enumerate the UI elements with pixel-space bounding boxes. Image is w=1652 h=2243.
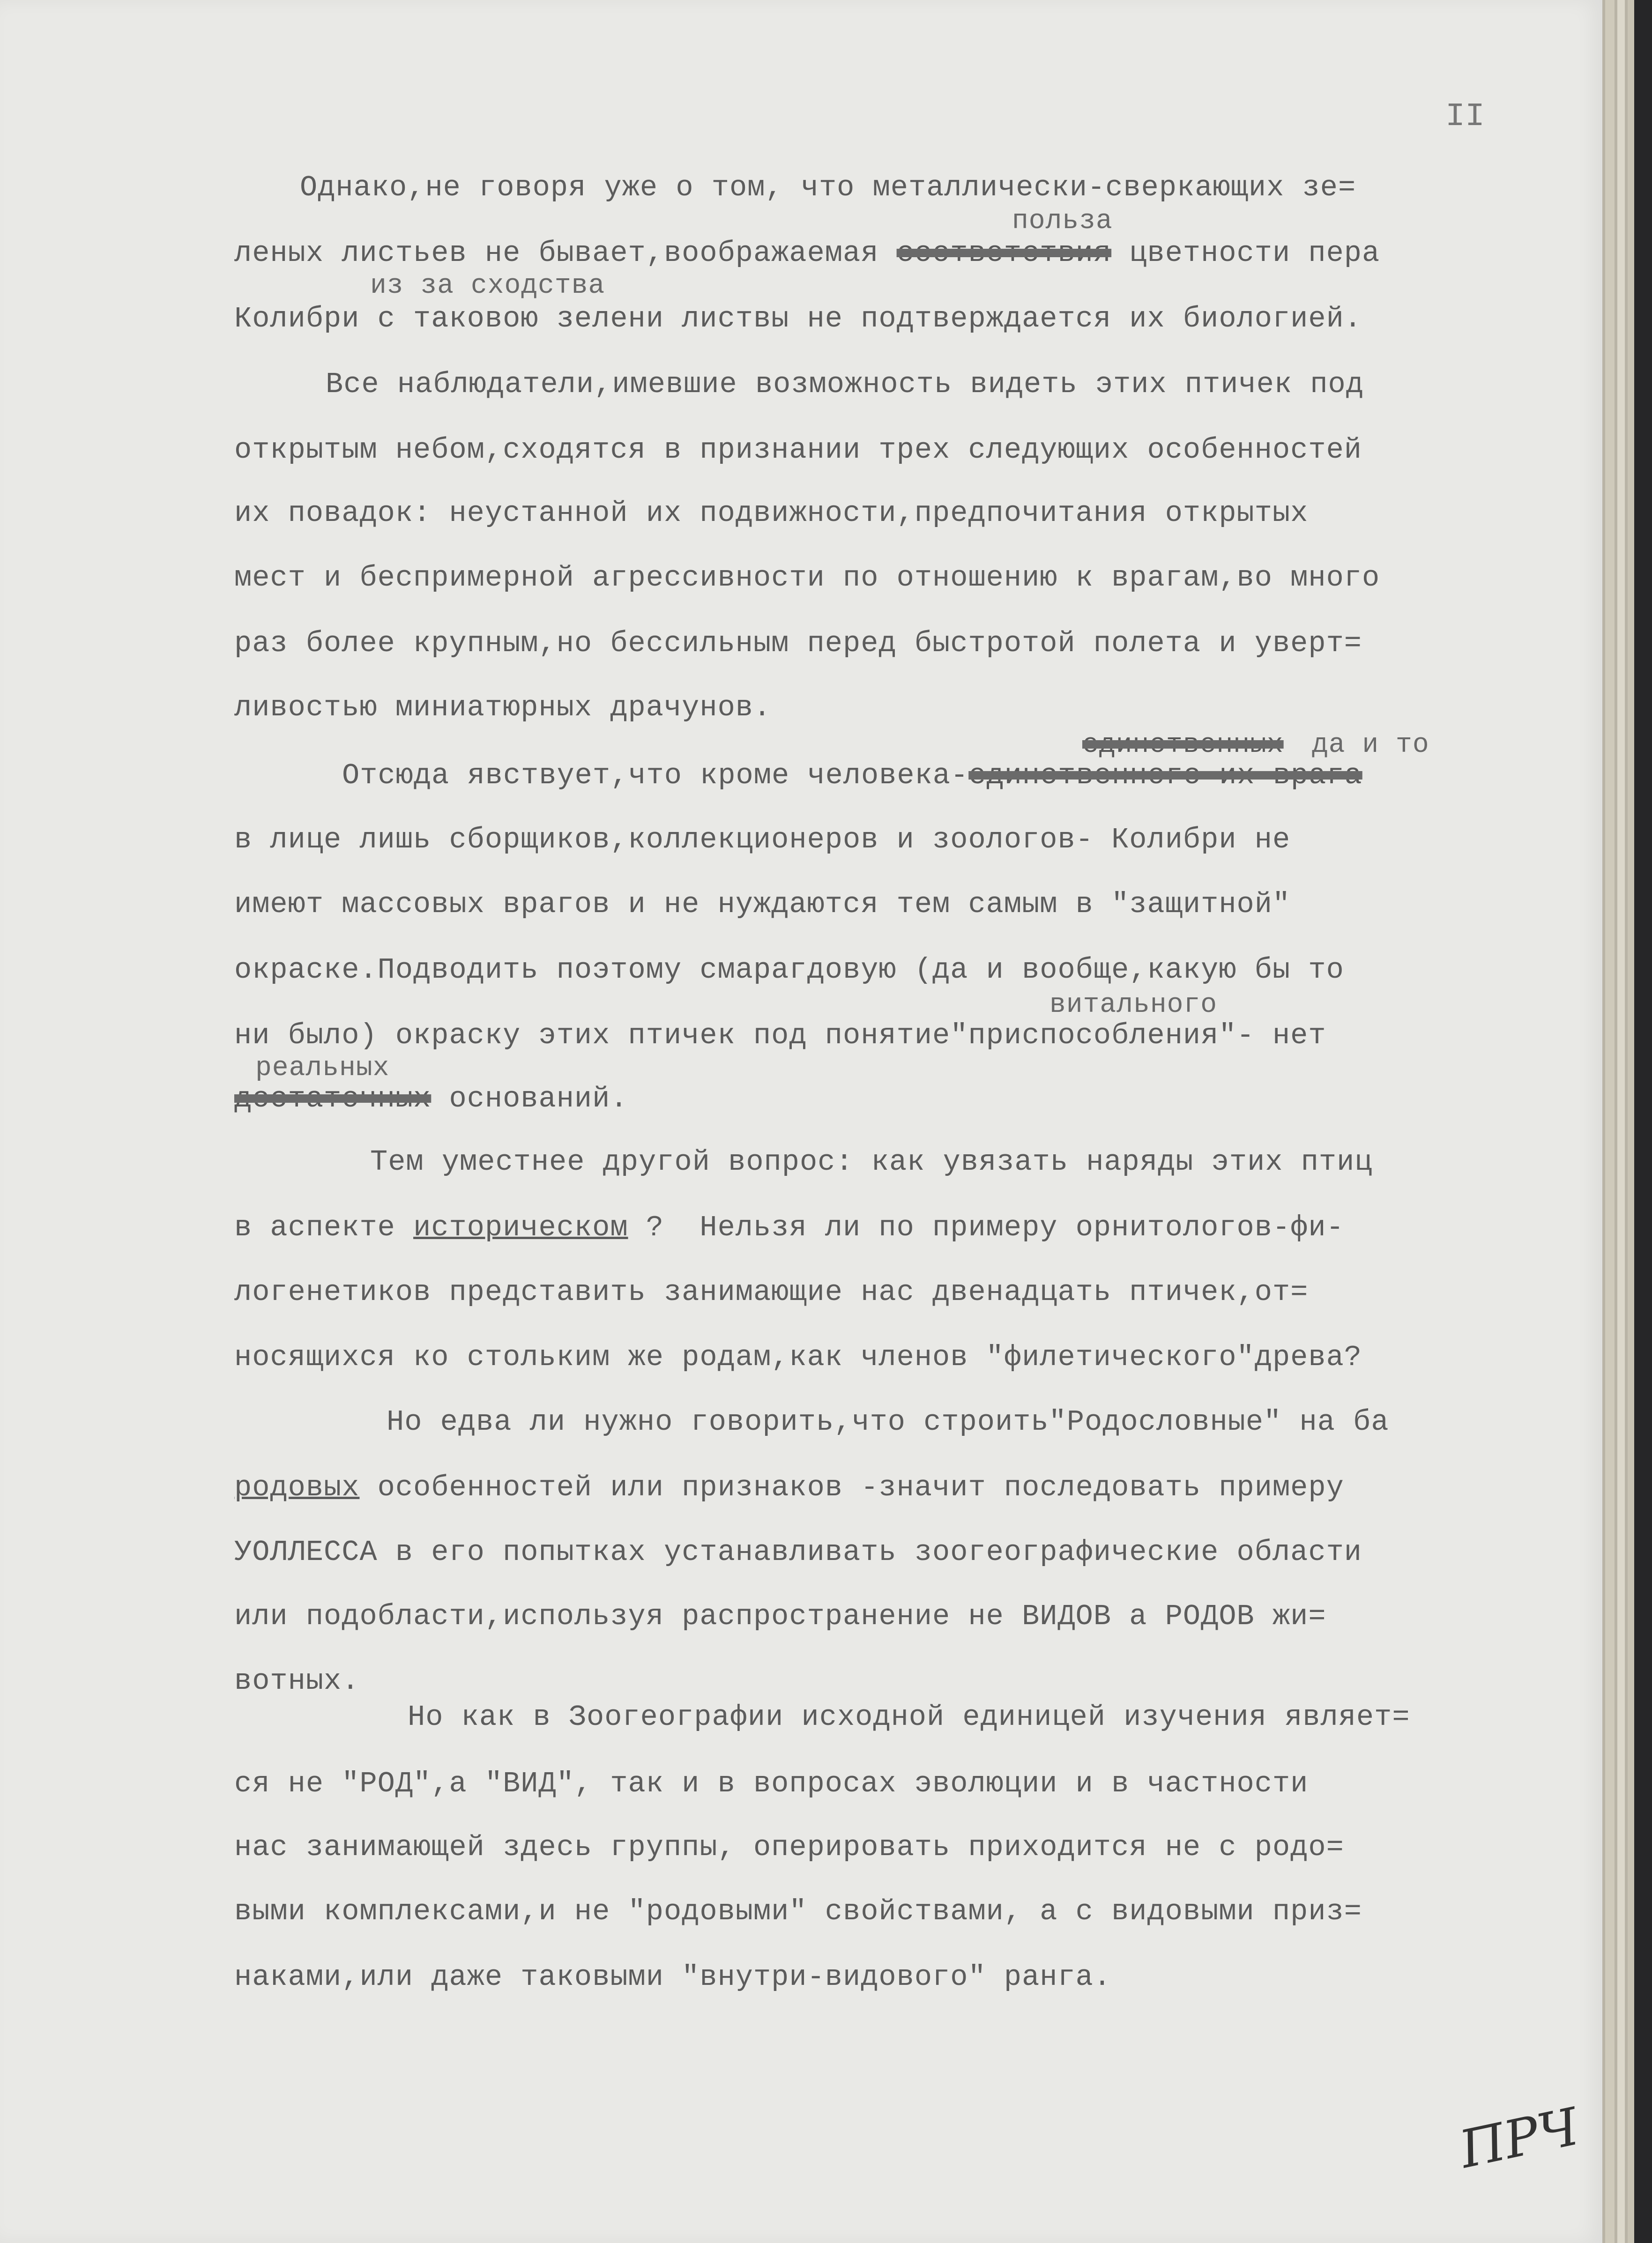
handwritten-insertion: из за сходства (370, 271, 605, 301)
text-line: выми комплексами,и не "родовыми" свойствами, а с видовыми приз= (234, 1895, 1362, 1928)
text-line: логенетиков представить занимающие нас двенадцать птичек,от= (234, 1276, 1309, 1309)
text-line: наками,или даже таковыми "внутри-видового" ранга. (234, 1961, 1112, 1994)
handwritten-insertion: да и то (1312, 730, 1429, 760)
text-line: нас занимающей здесь группы, оперировать приходится не с родо= (234, 1831, 1344, 1864)
text-line: Тем уместнее другой вопрос: как увязать наряды этих птиц (370, 1145, 1373, 1179)
text-line: открытым небом,сходятся в признании трех следующих особенностей (234, 433, 1362, 467)
text-line: или подобласти,используя распространение не ВИДОВ а РОДОВ жи= (234, 1600, 1326, 1633)
text-line: вотных. (234, 1664, 360, 1698)
text-line: мест и беспримерной агрессивности по отношению к врагам,во много (234, 561, 1380, 594)
page-number: II (1445, 98, 1485, 135)
text-line: Но как в Зоогеографии исходной единицей изучения являет= (408, 1701, 1410, 1734)
handwritten-insertion: польза (1012, 206, 1113, 237)
text-line: их повадок: неустанной их подвижности,предпочитания открытых (234, 497, 1309, 530)
text-line: ся не "РОД",а "ВИД", так и в вопросах эволюции и в частности (234, 1767, 1309, 1800)
struck-out-phrase: единственного их врага (968, 759, 1362, 792)
text-line: раз более крупным,но бессильным перед быстротой полета и уверт= (234, 627, 1362, 660)
text-line: ливостью миниатюрных драчунов. (234, 691, 772, 724)
handwritten-insertion: реальных (255, 1053, 390, 1084)
struck-out-word: соответствия (896, 237, 1112, 270)
text-line: Все наблюдатели,имевшие возможность видеть этих птичек под (326, 368, 1364, 401)
text-line: леных листьев не бывает,воображаемая соответствия цветности пера (234, 237, 1380, 270)
handwritten-insertion: витального (1049, 990, 1218, 1020)
struck-out-insertion: единственных (1082, 730, 1284, 760)
text-line: Отсюда явствует,что кроме человека-единственного их врага (342, 759, 1362, 792)
underlined-word: родовых (234, 1471, 360, 1504)
background-edge (1634, 0, 1652, 2243)
text-line: родовых особенностей или признаков -значит последовать примеру (234, 1471, 1344, 1504)
text-line: имеют массовых врагов и не нуждаются тем самым в "защитной" (234, 888, 1291, 921)
text-line: Но едва ли нужно говорить,что строить"Родословные" на ба (387, 1405, 1389, 1439)
text-line: окраске.Подводить поэтому смарагдовую (да и вообще,какую бы то (234, 953, 1344, 987)
text-line: носящихся ко стольким же родам,как членов "филетического"древа? (234, 1341, 1362, 1374)
handwritten-signature: ПРЧ (1454, 2096, 1584, 2180)
struck-out-word: достаточных (234, 1082, 432, 1115)
text-line: УОЛЛЕССА в его попытках устанавливать зоогеографические области (234, 1536, 1362, 1569)
text-line: в аспекте историческом ? Нельзя ли по примеру орнитологов-фи- (234, 1211, 1344, 1244)
underlined-word: историческом (413, 1211, 628, 1244)
text-line: Колибри с таковою зелени листвы не подтверждается их биологией. (234, 302, 1362, 335)
text-line: ни было) окраску этих птичек под понятие"приспособления"- нет (234, 1019, 1326, 1052)
text-line: достаточных оснований. (234, 1082, 628, 1115)
text-line: в лице лишь сборщиков,коллекционеров и зоологов- Колибри не (234, 823, 1291, 856)
text-line: Однако,не говоря уже о том, что металлически-сверкающих зе= (300, 171, 1356, 204)
